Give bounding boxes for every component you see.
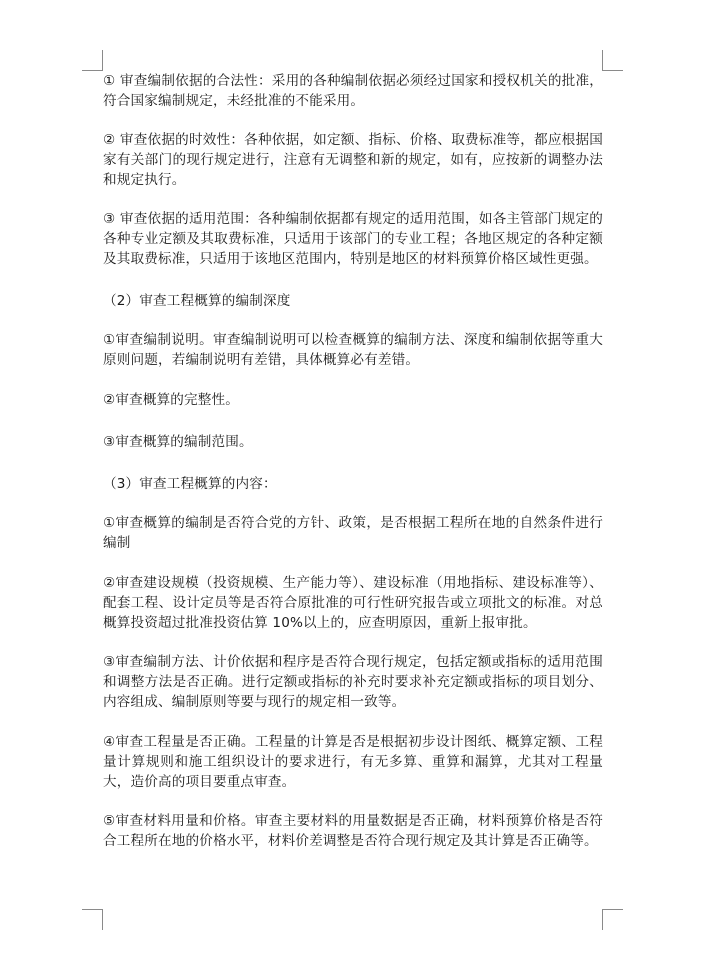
paragraph-legality: ① 审查编制依据的合法性：采用的各种编制依据必须经过国家和授权机关的批准，符合国家编制规定，未经批准的不能采用。 [103,73,603,109]
crop-mark-top-left [82,50,103,71]
paragraph-explanation: ①审查编制说明。审查编制说明可以检查概算的编制方法、深度和编制依据等重大原则问题，若编制说明有差错，具体概算必有差错。 [103,332,603,368]
paragraph-quantity: ④审查工程量是否正确。工程量的计算是否是根据初步设计图纸、概算定额、工程量计算规则和施工组织设计的要求进行，有无多算、重算和漏算，尤其对工程量大，造价高的项目要重点审查。 [103,734,603,790]
document-body [103,66,603,851]
crop-mark-bottom-left [82,909,103,930]
paragraph-completeness: ②审查概算的完整性。 [103,392,240,408]
section-heading-depth: （2）审查工程概算的编制深度 [103,293,291,309]
paragraph-material: ⑤审查材料用量和价格。审查主要材料的用量数据是否正确，材料预算价格是否符合工程所在地的价格水平，材料价差调整是否符合现行规定及其计算是否正确等。 [103,813,603,849]
section-heading-content: （3）审查工程概算的内容： [103,476,277,492]
paragraph-range: ③审查概算的编制范围。 [103,434,253,450]
paragraph-scale: ②审查建设规模（投资规模、生产能力等）、建设标准（用地指标、建设标准等）、配套工程、设计定员等是否符合原批准的可行性研究报告或立项批文的标准。对总概算投资超过批准投资估算 10%以上的，应查明原因，重新上报审批。 [103,575,603,631]
paragraph-timeliness: ② 审查依据的时效性：各种依据，如定额、指标、价格、取费标准等，都应根据国家有关部门的现行规定进行，注意有无调整和新的规定，如有，应按新的调整办法和规定执行。 [103,132,603,188]
paragraph-method: ③审查编制方法、计价依据和程序是否符合现行规定，包括定额或指标的适用范围和调整方法是否正确。进行定额或指标的补充时要求补充定额或指标的项目划分、内容组成、编制原则等要与现行的规定相一致等。 [103,654,603,710]
paragraph-policy: ①审查概算的编制是否符合党的方针、政策，是否根据工程所在地的自然条件进行编制 [103,515,603,551]
paragraph-scope: ③ 审查依据的适用范围：各种编制依据都有规定的适用范围，如各主管部门规定的各种专业定额及其取费标准，只适用于该部门的专业工程；各地区规定的各种定额及其取费标准，只适用于该地区范围内，特别是地区的材料预算价格区域性更强。 [103,211,603,267]
crop-mark-top-right [602,50,623,71]
crop-mark-bottom-right [602,909,623,930]
